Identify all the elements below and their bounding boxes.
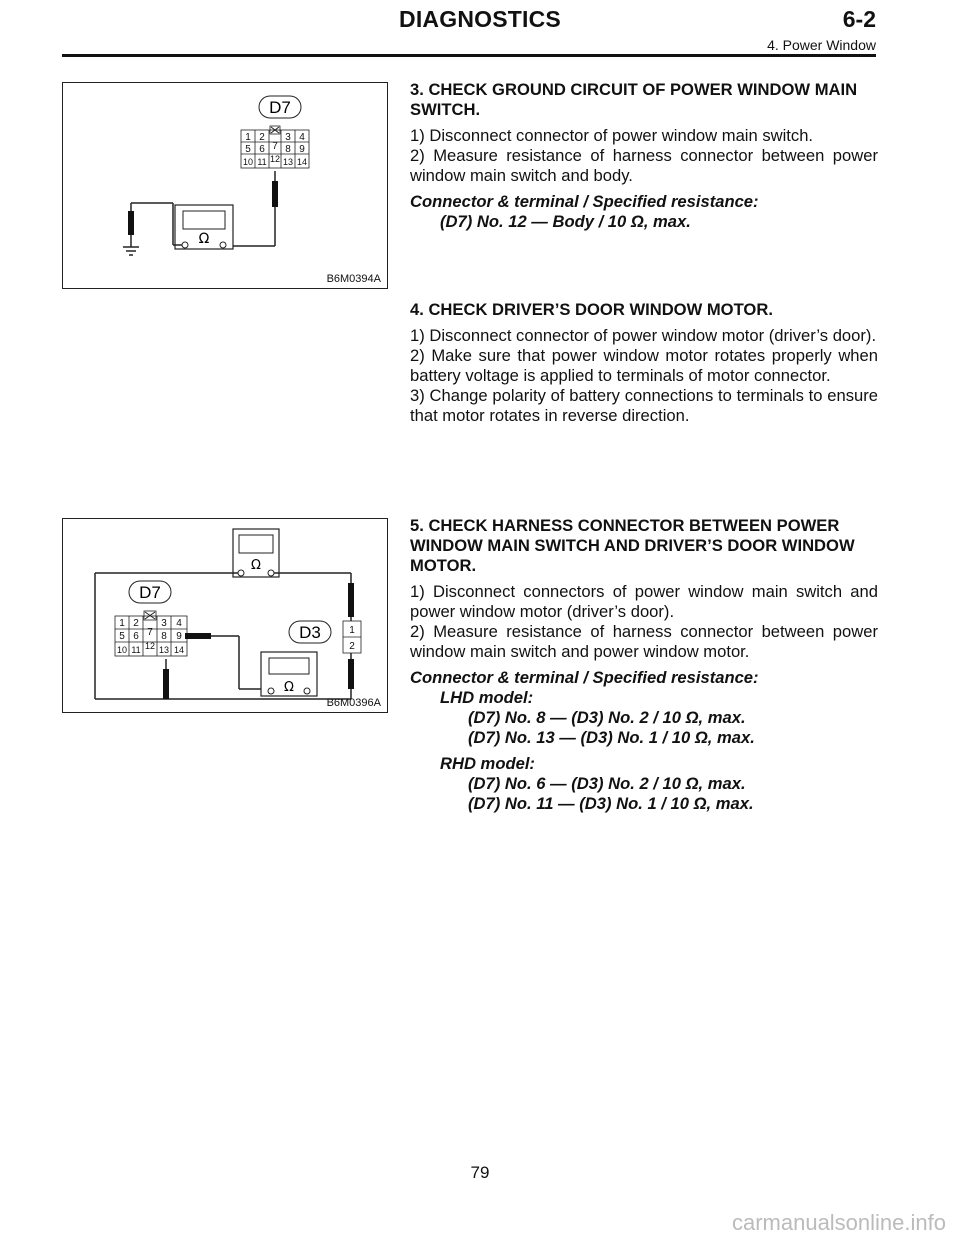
d7-pin: 14 bbox=[296, 157, 308, 167]
d7-label: D7 bbox=[269, 98, 291, 117]
figure-ground-circuit bbox=[62, 82, 388, 289]
d7-pin: 9 bbox=[176, 631, 182, 642]
d7-pin: 1 bbox=[245, 132, 251, 143]
rhd-label: RHD model: bbox=[440, 754, 535, 773]
d7-pin: 9 bbox=[299, 144, 305, 155]
d7-pin: 14 bbox=[173, 645, 185, 655]
d7-pin: 5 bbox=[119, 631, 125, 642]
step-4-heading: 4. CHECK DRIVER’S DOOR WINDOW MOTOR. bbox=[410, 300, 773, 319]
watermark: carmanualsonline.info bbox=[731, 1210, 946, 1235]
d7-pin: 8 bbox=[161, 631, 167, 642]
d7-pin: 12 bbox=[144, 641, 156, 651]
d7-pin: 2 bbox=[133, 618, 139, 629]
d3-label: D3 bbox=[299, 623, 321, 642]
d7-label: D7 bbox=[139, 583, 161, 602]
ohm-symbol: Ω bbox=[198, 231, 210, 247]
header-rule bbox=[62, 54, 876, 57]
spec-label: Connector & terminal / Specified resistance: bbox=[410, 192, 759, 211]
step-3-spec bbox=[410, 192, 878, 232]
harness-check-diagram bbox=[63, 519, 387, 712]
spec-value: (D7) No. 8 — (D3) No. 2 / 10 Ω, max. bbox=[468, 708, 746, 727]
ohm-symbol: Ω bbox=[284, 680, 294, 695]
section-subtitle: 4. Power Window bbox=[767, 37, 876, 53]
lhd-label: LHD model: bbox=[440, 688, 534, 707]
spec-value: (D7) No. 11 — (D3) No. 1 / 10 Ω, max. bbox=[468, 794, 754, 813]
d7-pin: 11 bbox=[131, 645, 141, 655]
page-number: 79 bbox=[470, 1163, 490, 1182]
d7-pin: 6 bbox=[133, 631, 139, 642]
d7-pin: 5 bbox=[245, 144, 251, 155]
d7-pin: 11 bbox=[257, 157, 267, 167]
d7-pin: 3 bbox=[161, 618, 167, 629]
d7-pin: 4 bbox=[176, 618, 182, 629]
spec-value: (D7) No. 6 — (D3) No. 2 / 10 Ω, max. bbox=[468, 774, 746, 793]
d3-pin: 2 bbox=[349, 641, 355, 652]
d7-pin: 12 bbox=[269, 154, 281, 164]
d7-pin: 7 bbox=[147, 627, 153, 638]
step-5-line: 1) Disconnect connectors of power window main switch and power window motor (driver’s door). bbox=[410, 582, 878, 621]
step-5-heading: 5. CHECK HARNESS CONNECTOR BETWEEN POWER WINDOW MAIN SWITCH AND DRIVER’S DOOR WINDOW MOTOR. bbox=[410, 516, 855, 575]
step-4-line: 1) Disconnect connector of power window motor (driver’s door). bbox=[410, 326, 877, 345]
step-5 bbox=[410, 516, 878, 814]
section-number: 6-2 bbox=[842, 6, 876, 32]
spec-label: Connector & terminal / Specified resistance: bbox=[410, 668, 759, 687]
step-3 bbox=[410, 80, 878, 232]
spec-value: (D7) No. 12 — Body / 10 Ω, max. bbox=[440, 212, 691, 231]
d7-pin: 13 bbox=[282, 157, 294, 167]
step-3-line: 1) Disconnect connector of power window main switch. bbox=[410, 126, 814, 145]
d3-pin: 1 bbox=[349, 625, 355, 636]
step-5-spec bbox=[410, 668, 878, 814]
step-3-heading: 3. CHECK GROUND CIRCUIT OF POWER WINDOW MAIN SWITCH. bbox=[410, 80, 858, 119]
figure-id: B6M0394A bbox=[326, 273, 381, 285]
step-5-line: 2) Measure resistance of harness connector between power window main switch and power window motor. bbox=[410, 622, 878, 661]
d7-pin: 10 bbox=[242, 157, 254, 167]
figure-id: B6M0396A bbox=[326, 697, 381, 709]
d7-pin: 13 bbox=[158, 645, 170, 655]
step-3-line: 2) Measure resistance of harness connector between power window main switch and body. bbox=[410, 146, 878, 185]
d7-pin: 2 bbox=[259, 132, 265, 143]
d7-pin: 3 bbox=[285, 132, 291, 143]
ohm-symbol: Ω bbox=[251, 558, 261, 573]
d7-pin: 4 bbox=[299, 132, 305, 143]
page-header-title: DIAGNOSTICS bbox=[399, 6, 561, 32]
ground-circuit-diagram bbox=[63, 83, 387, 288]
step-4-line: 2) Make sure that power window motor rotates properly when battery voltage is applied to terminals of motor connector. bbox=[410, 346, 878, 385]
spec-value: (D7) No. 13 — (D3) No. 1 / 10 Ω, max. bbox=[468, 728, 755, 747]
d7-pin: 8 bbox=[285, 144, 291, 155]
step-4-line: 3) Change polarity of battery connections to terminals to ensure that motor rotates in reverse direction. bbox=[410, 386, 878, 425]
d7-pin: 6 bbox=[259, 144, 265, 155]
d7-pin: 7 bbox=[272, 141, 278, 152]
d7-pin: 1 bbox=[119, 618, 125, 629]
step-4 bbox=[410, 300, 878, 426]
figure-harness-check bbox=[62, 518, 388, 713]
d7-pin: 10 bbox=[116, 645, 128, 655]
